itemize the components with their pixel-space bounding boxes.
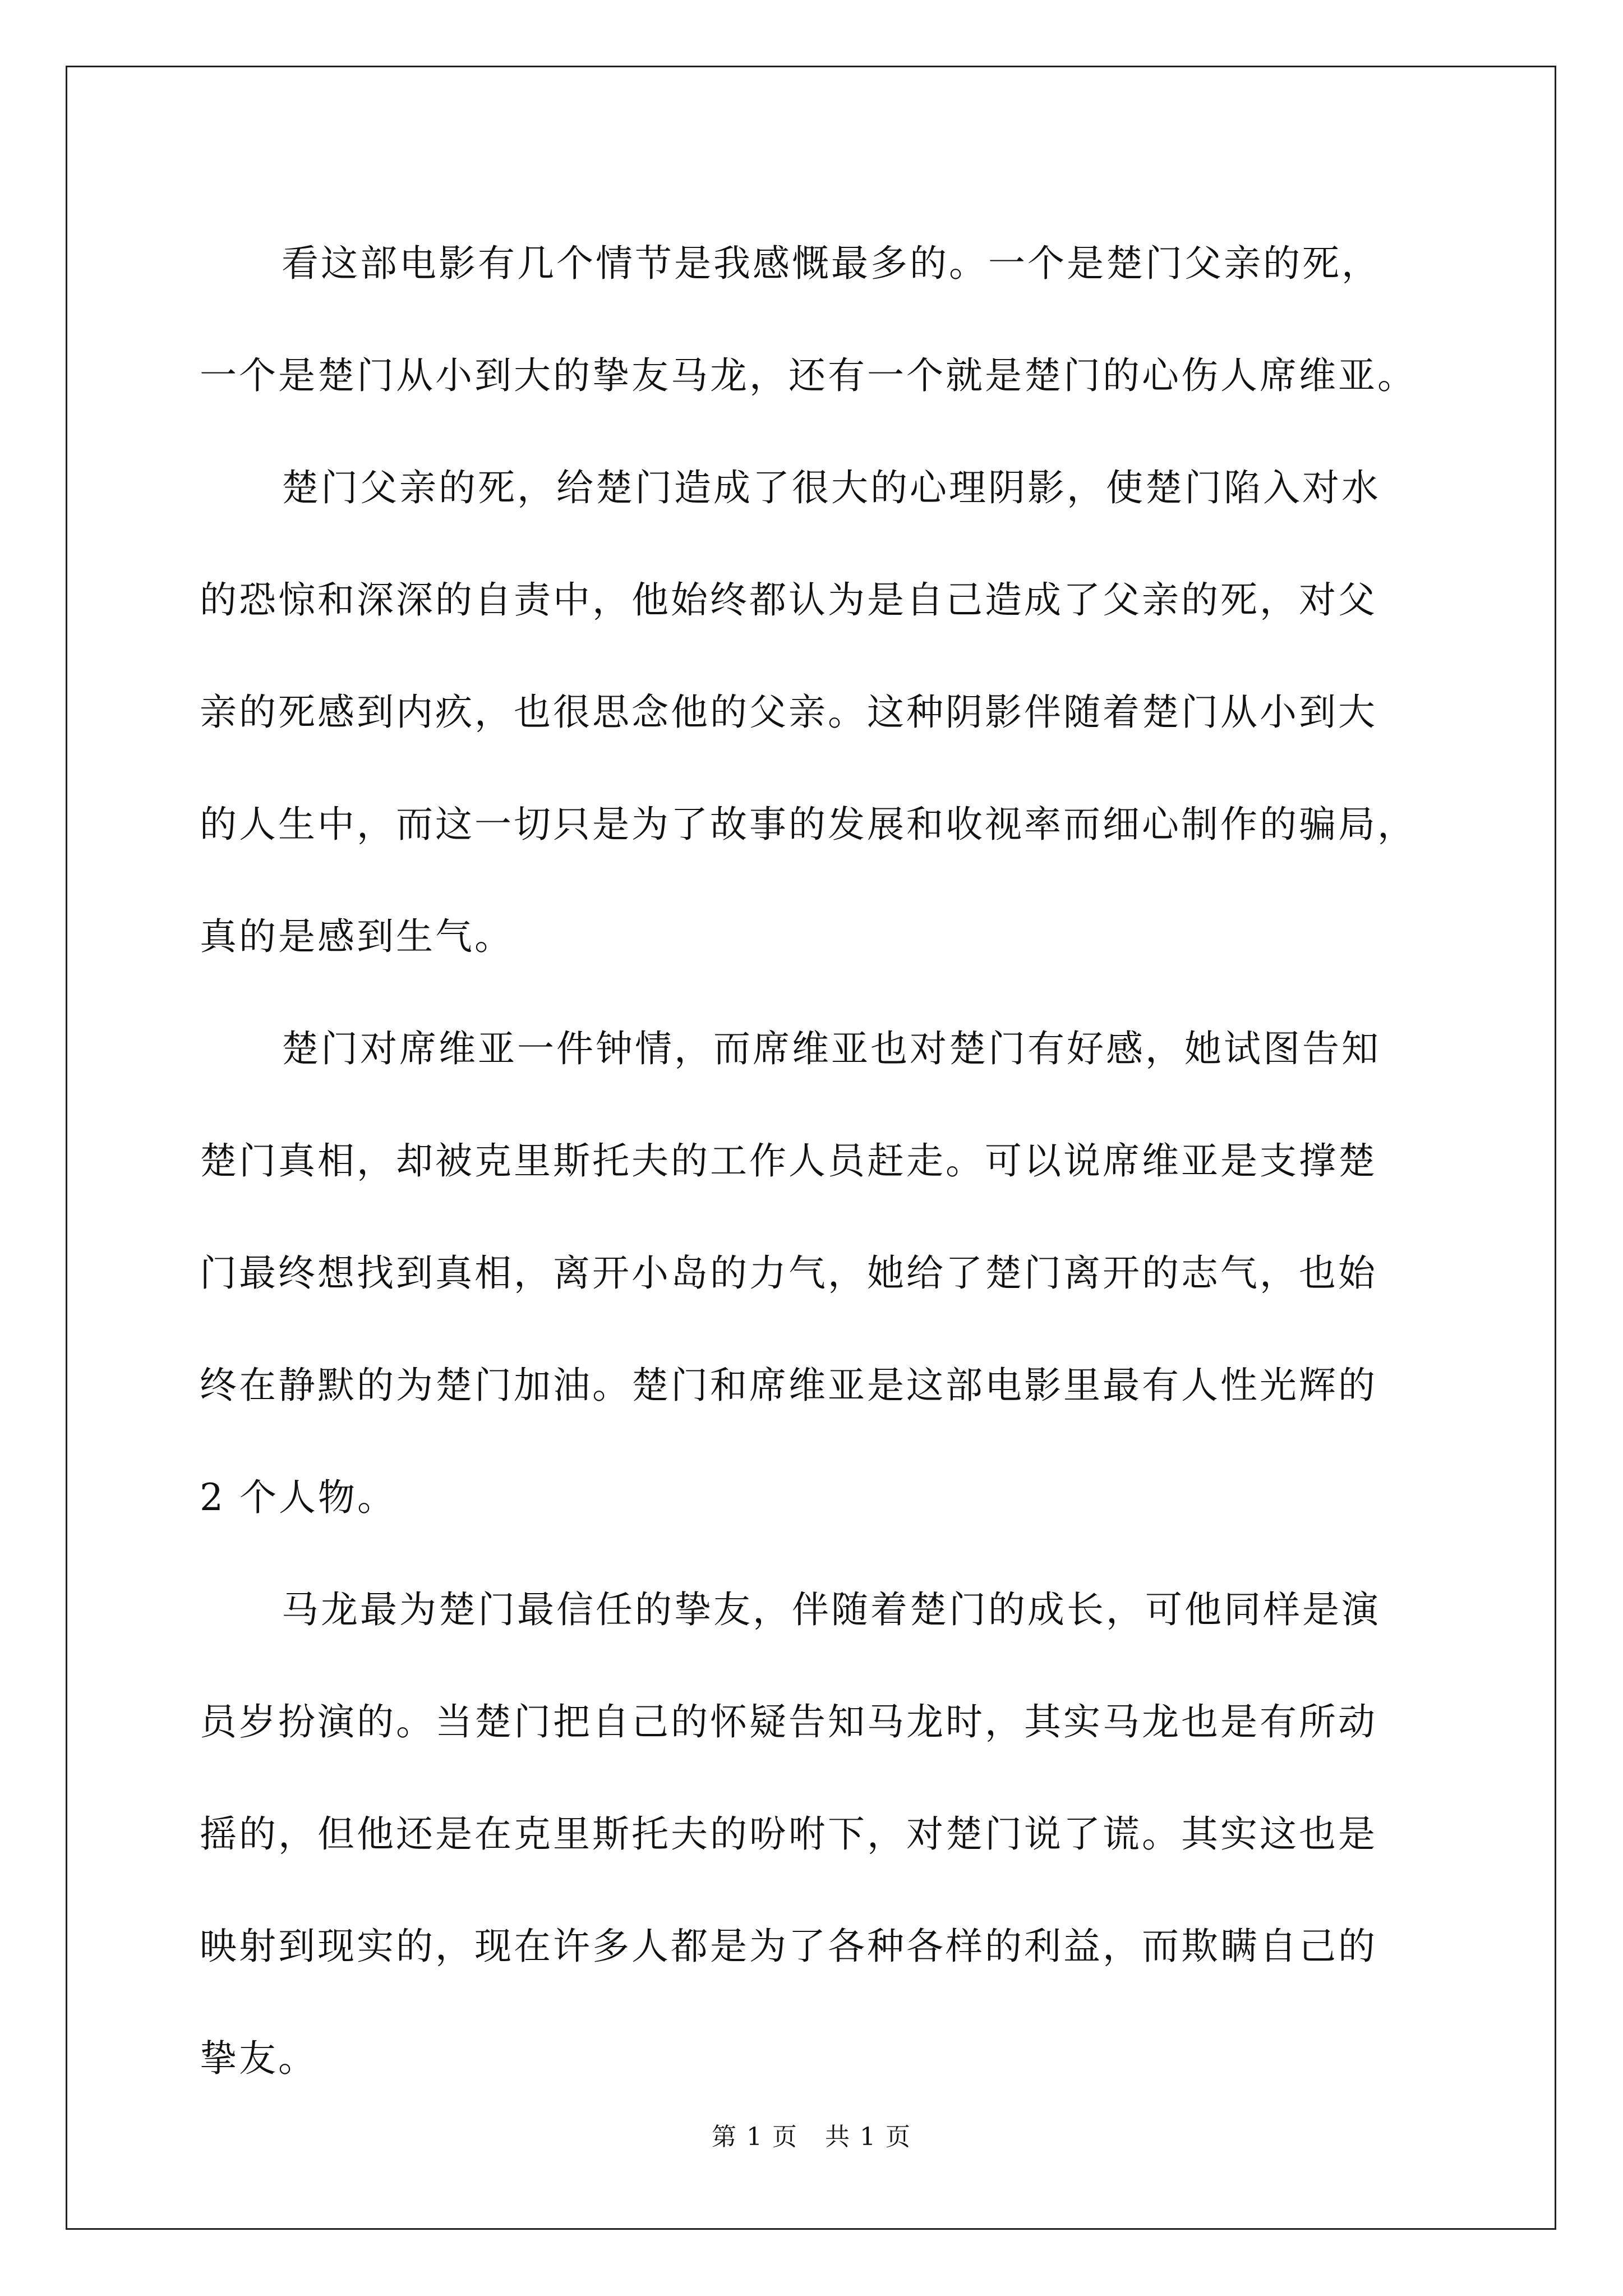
paragraph-1 (200, 208, 1429, 432)
text-line: 楚门父亲的死，给楚门造成了很大的心理阴影，使楚门陷入对水 (282, 466, 1381, 509)
paragraph-4 (200, 1554, 1429, 2115)
paragraph-3 (200, 993, 1429, 1554)
text-line: 挚友。 (200, 2037, 317, 2080)
document-body (200, 208, 1429, 2115)
text-line: 看这部电影有几个情节是我感慨最多的。一个是楚门父亲的死， (282, 242, 1381, 285)
text-line: 楚门对席维亚一件钟情，而席维亚也对楚门有好感，她试图告知 (282, 1027, 1381, 1070)
text-line: 摇的，但他还是在克里斯托夫的吩咐下，对楚门说了谎。其实这也是 (200, 1812, 1377, 1856)
page-number: 第 1 页 (712, 2123, 799, 2151)
text-line: 的人生中，而这一切只是为了故事的发展和收视率而细心制作的骗局， (200, 803, 1417, 846)
text-line: 一个是楚门从小到大的挚友马龙，还有一个就是楚门的心伤人席维亚。 (200, 354, 1417, 397)
page-total: 共 1 页 (824, 2123, 911, 2151)
text-line: 的恐惊和深深的自责中，他始终都认为是自己造成了父亲的死，对父 (200, 578, 1377, 622)
text-line: 员岁扮演的。当楚门把自己的怀疑告知马龙时，其实马龙也是有所动 (200, 1700, 1377, 1743)
page-footer (0, 2120, 1623, 2154)
text-line: 2 个人物。 (200, 1476, 396, 1519)
text-line: 楚门真相，却被克里斯托夫的工作人员赶走。可以说席维亚是支撑楚 (200, 1139, 1377, 1182)
text-line: 映射到现实的，现在许多人都是为了各种各样的利益，而欺瞒自己的 (200, 1925, 1377, 1968)
text-line: 亲的死感到内疚，也很思念他的父亲。这种阴影伴随着楚门从小到大 (200, 691, 1377, 734)
paragraph-2 (200, 432, 1429, 993)
text-line: 马龙最为楚门最信任的挚友，伴随着楚门的成长，可他同样是演 (282, 1588, 1381, 1631)
text-line: 终在静默的为楚门加油。楚门和席维亚是这部电影里最有人性光辉的 (200, 1364, 1377, 1407)
text-line: 真的是感到生气。 (200, 915, 514, 958)
text-line: 门最终想找到真相，离开小岛的力气，她给了楚门离开的志气，也始 (200, 1251, 1377, 1295)
